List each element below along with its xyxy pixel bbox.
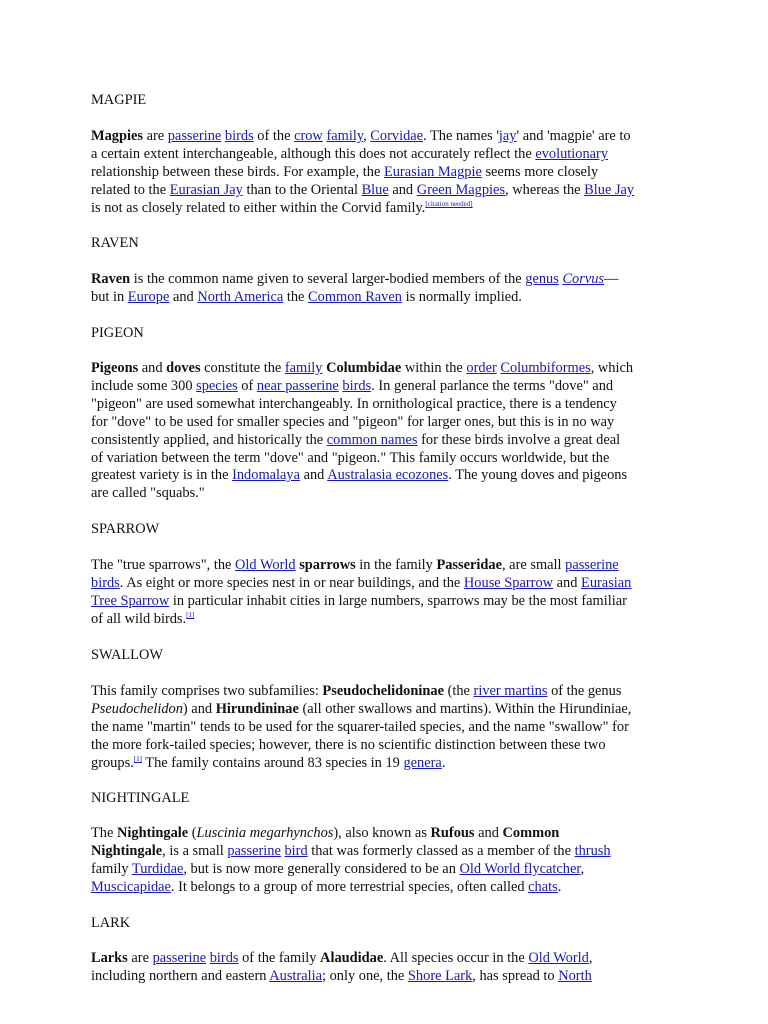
text-line [91,182,683,200]
hyperlink[interactable]: Muscicapidae [91,878,171,895]
citation-anchor[interactable]: [1] [186,610,195,619]
hyperlink[interactable]: Columbiformes [500,360,591,376]
section-heading-lark: LARK [91,915,131,931]
text-line [91,719,683,737]
text-run: the name "martin" tends to be used for the squarer-tailed species, and the name "swallow" for [91,718,629,735]
text-run: include some 300 [91,377,197,394]
hyperlink[interactable] [562,271,604,287]
bold-term: Passeridae [436,557,502,573]
text-run: including northern and eastern [91,967,270,984]
text-line [91,450,683,468]
bold-term: Pseudochelidoninae [322,683,444,699]
text-run: are [142,128,168,144]
text-line [91,414,683,432]
text-line [91,360,683,378]
hyperlink[interactable]: genera [403,754,442,771]
text-run: ) and [182,700,216,717]
text-line [91,825,683,843]
text-line [91,378,683,396]
text-run: . The young doves and pigeons [448,467,628,484]
hyperlink[interactable]: passerine [227,842,281,859]
hyperlink[interactable]: House Sparrow [463,574,554,591]
bold-term: sparrows [299,557,356,573]
text-run: "pigeon" are used somewhat interchangeably. In ornithological practice, there is a tendency [91,395,617,412]
text-line [91,164,683,182]
bold-term: Magpies [91,128,143,144]
hyperlink[interactable]: Australia [269,967,322,984]
hyperlink[interactable]: Shore Lark [407,967,473,984]
text-line [91,557,683,575]
hyperlink[interactable]: birds [91,574,120,591]
hyperlink[interactable]: genus [525,271,559,287]
text-line [91,701,683,719]
section-paragraph-raven [91,271,683,307]
text-line [91,467,683,485]
text-run: , [363,128,371,144]
citation-anchor[interactable]: [1] [133,754,142,763]
text-run: of the [253,128,295,144]
text-line [91,737,683,755]
text-run: the [283,288,309,305]
text-run: and [553,574,582,591]
text-line [91,289,683,307]
text-run: . It belongs to a group of more terrestrial species, often called [170,878,529,895]
text-run: ( [188,825,197,841]
text-run: , are small [501,557,566,573]
text-run: and [169,288,198,305]
hyperlink[interactable]: near passerine [256,377,339,394]
bold-term: Columbidae [326,360,402,376]
text-run: , [580,860,585,877]
text-run: , is a small [162,842,228,859]
hyperlink[interactable]: North America [197,288,284,305]
text-line [91,843,683,861]
text-run: The family contains around 83 species in 19 [141,754,404,771]
text-run: for "dove" to be used for smaller species and "pigeon" for larger ones, but this is in no way [91,413,615,430]
text-run: of the family [238,950,321,966]
hyperlink[interactable]: chats [528,878,558,895]
section-heading-magpie: MAGPIE [91,92,147,108]
hyperlink[interactable]: order [466,360,497,376]
section-heading-swallow: SWALLOW [91,647,163,663]
text-run: seems more closely [481,163,599,180]
text-line [91,683,683,701]
hyperlink[interactable]: Old World flycatcher [459,860,581,877]
bold-term: Common [502,825,560,841]
hyperlink[interactable]: species [196,377,238,394]
text-run: , whereas the [505,181,585,198]
hyperlink[interactable]: Old World [528,950,589,966]
citation-anchor[interactable]: [citation needed] [425,199,473,208]
text-line [91,432,683,450]
text-run: of [237,377,257,394]
text-run: The [91,825,117,841]
text-run: in the family [355,557,437,573]
text-run: is the common name given to several larger-bodied members of the [130,271,526,287]
text-run: . [557,878,562,895]
citation-link[interactable] [425,200,472,208]
text-run: and [300,467,328,484]
text-run: are [127,950,153,966]
text-run: and [388,181,417,198]
text-line [91,968,683,986]
hyperlink[interactable]: bird [284,842,308,859]
text-line [91,128,683,146]
text-run: but in [91,288,128,305]
bold-term: Pigeons [91,360,139,376]
text-run: . As eight or more species nest in or near buildings, and the [119,574,464,591]
text-line [91,396,683,414]
text-run: than to the Oriental [242,181,362,198]
text-run: consistently applied, and historically the [91,431,327,448]
text-run: and [474,825,503,841]
text-line [91,146,683,164]
text-run: ), also known as [333,825,431,841]
text-run: , but is now more generally considered to be an [183,860,460,877]
hyperlink[interactable]: Australasia ecozones [327,467,449,484]
hyperlink[interactable]: passerine [565,557,619,573]
text-line [91,485,683,503]
italic-term: Luscinia megarhynchos [196,825,334,841]
text-run: family [91,860,132,877]
hyperlink[interactable]: family [326,128,364,144]
text-run: — [604,271,619,287]
hyperlink[interactable]: Europe [127,288,170,305]
hyperlink[interactable]: Indomalaya [232,467,300,484]
section-heading-nightingale: NIGHTINGALE [91,790,190,806]
bold-term: Larks [91,950,128,966]
text-run: , has spread to [472,967,559,984]
text-run: . [441,754,446,771]
text-run: is not as closely related to either within the Corvid family. [91,199,426,216]
text-line [91,593,683,611]
text-run: The "true sparrows", the [91,557,236,573]
text-run: in particular inhabit cities in large numbers, sparrows may be the most familiar [169,592,627,609]
bold-term: Hirundininae [215,700,299,717]
text-run: is normally implied. [401,288,522,305]
hyperlink[interactable]: birds [342,377,372,394]
hyperlink[interactable]: jay [498,128,517,144]
text-run: within the [401,360,467,376]
citation-link[interactable] [134,755,142,763]
hyperlink[interactable]: family [284,360,323,376]
text-run: relationship between these birds. For example, the [91,163,384,180]
text-run: . The names ' [423,128,499,144]
hyperlink[interactable]: evolutionary [535,145,609,162]
section-heading-pigeon: PIGEON [91,325,144,341]
bold-term: doves [166,360,201,376]
hyperlink[interactable]: Corvidae [370,128,424,144]
hyperlink[interactable]: Tree Sparrow [91,592,170,609]
text-run: that was formerly classed as a member of the [307,842,575,859]
text-run: the more fork-tailed species; however, there is no scientific distinction between these two [91,736,606,753]
hyperlink[interactable]: Turdidae [131,860,184,877]
section-paragraph-lark [91,950,683,986]
section-paragraph-swallow [91,683,683,773]
hyperlink[interactable]: Eurasian [581,574,632,591]
bold-term: Raven [91,271,131,287]
text-run: , which [590,360,634,376]
hyperlink[interactable]: Old World [235,557,296,573]
text-run: This family comprises two subfamilies: [91,683,323,699]
text-run: of all wild birds. [91,610,187,627]
italic-term: Pseudochelidon [91,700,183,717]
hyperlink[interactable]: North [558,967,592,984]
text-run: of variation between the term "dove" and "pigeon." This family occurs worldwide, but the [91,449,610,466]
hyperlink[interactable]: Common Raven [308,288,402,305]
text-run: and [138,360,167,376]
hyperlink[interactable]: birds [209,950,239,966]
text-run: ; only one, the [321,967,408,984]
text-run: for these birds involve a great deal [417,431,621,448]
section-heading-raven: RAVEN [91,235,139,251]
hyperlink[interactable]: birds [224,128,254,144]
hyperlink[interactable]: crow [294,128,323,144]
hyperlink[interactable]: passerine [152,950,207,966]
text-run: , [588,950,593,966]
text-run: constitute the [200,360,285,376]
hyperlink[interactable]: Blue Jay [584,181,635,198]
bold-term: Rufous [430,825,475,841]
hyperlink[interactable]: Blue [361,181,389,198]
hyperlink[interactable]: passerine [167,128,222,144]
text-run: (the [443,683,474,699]
text-line [91,271,683,289]
text-line [91,611,683,629]
text-run: ' and 'magpie' are to [516,128,631,144]
section-paragraph-sparrow [91,557,683,629]
text-line [91,950,683,968]
text-run: (all other swallows and martins). Within the Hirundiniae, [298,700,632,717]
citation-link[interactable] [186,611,194,619]
hyperlink[interactable]: common names [326,431,418,448]
hyperlink[interactable]: thrush [574,842,611,859]
hyperlink[interactable]: Eurasian Jay [169,181,243,198]
bold-term: Alaudidae [320,950,384,966]
text-run: a certain extent interchangeable, although this does not accurately reflect the [91,145,536,162]
hyperlink[interactable]: Green Magpies [416,181,506,198]
section-paragraph-magpie [91,128,683,218]
text-run: groups. [91,754,134,771]
bold-term: Nightingale [91,842,163,859]
bold-term: Nightingale [116,825,189,841]
text-run: greatest variety is in the [91,467,233,484]
section-paragraph-nightingale [91,825,683,897]
text-run: . In general parlance the terms "dove" and [371,377,614,394]
text-line [91,575,683,593]
text-line [91,879,683,897]
section-heading-sparrow: SPARROW [91,521,160,537]
text-run: of the genus [547,683,622,699]
hyperlink[interactable]: river martins [473,683,548,699]
section-paragraph-pigeon [91,360,683,503]
text-line [91,200,683,218]
text-run: . All species occur in the [383,950,529,966]
text-run: are called "squabs." [91,485,205,502]
text-run: related to the [91,181,170,198]
italic-term: Corvus [562,271,605,287]
hyperlink[interactable]: Eurasian Magpie [383,163,482,180]
text-line [91,755,683,773]
text-line [91,861,683,879]
